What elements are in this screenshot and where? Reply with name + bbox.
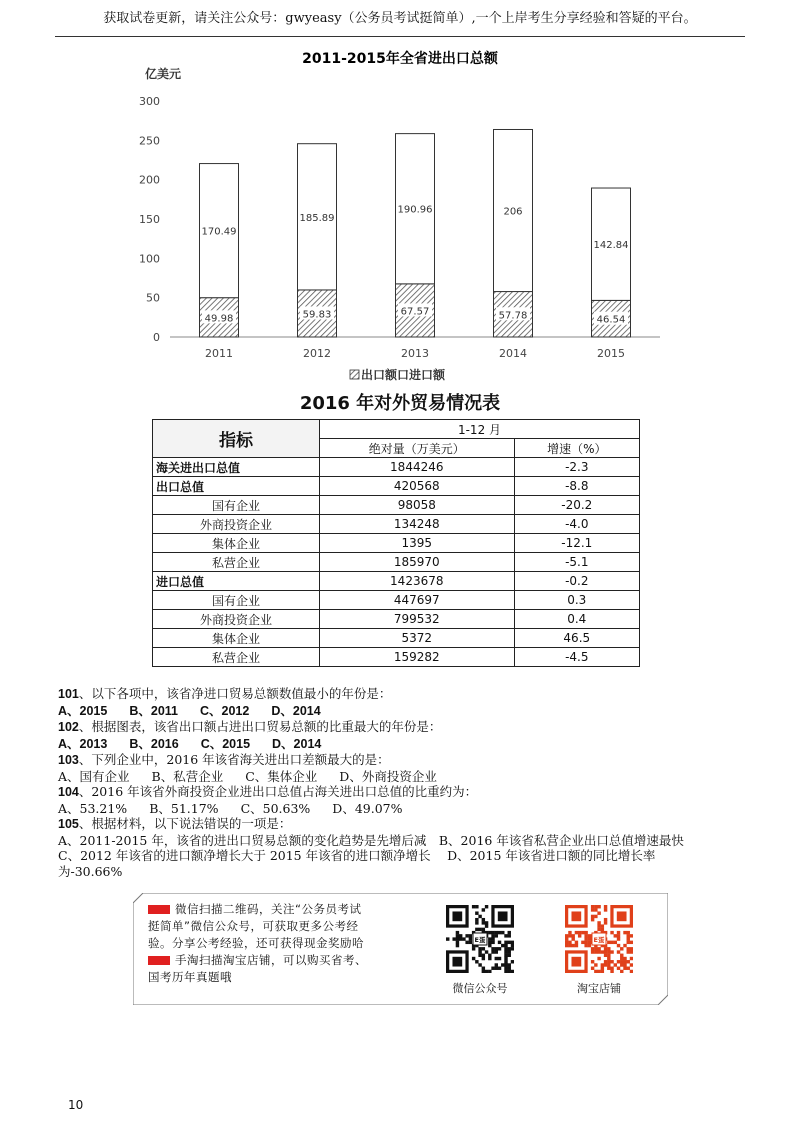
row-absolute-value: 134248 xyxy=(320,515,515,534)
question-number: 102 xyxy=(58,720,79,734)
answer-option[interactable]: B、2011 xyxy=(129,703,178,718)
row-growth-rate: 46.5 xyxy=(514,629,639,648)
chart-title: 2011-2015年全省进出口总额 xyxy=(302,51,498,67)
row-growth-rate: -4.0 xyxy=(514,515,639,534)
answer-option[interactable]: B、51.17% xyxy=(149,800,219,816)
legend-swatch-export xyxy=(350,370,359,379)
row-growth-rate: -4.5 xyxy=(514,648,639,667)
table-row xyxy=(153,591,640,610)
promo-line-1: 微信扫描二维码，关注“公务员考试 xyxy=(148,901,448,918)
x-tick-label: 2013 xyxy=(401,347,429,360)
promo-line-4: 手淘扫描淘宝店铺，可以购买省考、 xyxy=(148,952,448,969)
row-indicator: 集体企业 xyxy=(153,534,320,553)
row-indicator: 出口总值 xyxy=(153,477,320,496)
trade-bar-chart xyxy=(0,40,800,400)
table-row xyxy=(153,648,640,667)
row-indicator: 集体企业 xyxy=(153,629,320,648)
question-101 xyxy=(58,686,758,703)
indicator-header: 指标 xyxy=(153,420,320,458)
answer-option[interactable]: C、50.63% xyxy=(240,800,311,816)
answer-option-line[interactable]: 为-30.66% xyxy=(58,863,123,879)
chart-legend: 出口额口进口额 xyxy=(361,368,446,382)
arrow-icon xyxy=(148,956,170,965)
answer-options xyxy=(58,801,758,817)
answer-option[interactable]: C、2015 xyxy=(200,736,251,751)
export-data-label: 46.54 xyxy=(596,314,626,326)
answer-option[interactable]: A、2015 xyxy=(58,703,108,718)
table-row xyxy=(153,534,640,553)
question-text: 、根据材料，以下说法错误的一项是： xyxy=(78,816,292,831)
row-growth-rate: -5.1 xyxy=(514,553,639,572)
question-number: 105 xyxy=(58,817,79,831)
row-growth-rate: -2.3 xyxy=(514,458,639,477)
question-105 xyxy=(58,816,758,833)
answer-option[interactable]: A、53.21% xyxy=(58,800,128,816)
page-header xyxy=(55,8,745,37)
table-row xyxy=(153,572,640,591)
promo-line-2: 挺简单”微信公众号，可获取更多公考经 xyxy=(148,919,359,933)
table-row xyxy=(153,553,640,572)
answer-option[interactable]: C、2012 xyxy=(200,703,250,718)
period-header: 1-12 月 xyxy=(320,420,640,439)
row-absolute-value: 98058 xyxy=(320,496,515,515)
table-title: 2016 年对外贸易情况表 xyxy=(299,393,501,414)
question-number: 101 xyxy=(58,687,79,701)
trade-table-body xyxy=(153,458,640,667)
row-absolute-value: 5372 xyxy=(320,629,515,648)
arrow-icon xyxy=(148,905,170,914)
question-103 xyxy=(58,752,758,769)
row-indicator: 进口总值 xyxy=(153,572,320,591)
answer-option-line[interactable]: A、2011-2015 年，该省的进出口贸易总额的变化趋势是先增后减 B、2016 年该省私营企业出口总值增速最快 xyxy=(58,832,684,848)
answer-options xyxy=(58,736,758,753)
y-tick-label: 200 xyxy=(139,173,160,187)
answer-option[interactable]: D、49.07% xyxy=(332,800,403,816)
row-indicator: 外商投资企业 xyxy=(153,610,320,629)
import-data-label: 142.84 xyxy=(593,240,629,252)
promo-text xyxy=(148,901,448,986)
wechat-qr-code-icon[interactable] xyxy=(446,905,514,973)
table-row xyxy=(153,515,640,534)
row-indicator: 国有企业 xyxy=(153,496,320,515)
row-absolute-value: 159282 xyxy=(320,648,515,667)
qr-logo-text: E蛋 xyxy=(474,936,486,944)
x-tick-label: 2012 xyxy=(303,347,331,360)
qr-logo-text: E蛋 xyxy=(593,936,605,944)
export-data-label: 59.83 xyxy=(302,309,332,321)
import-data-label: 190.96 xyxy=(397,204,433,216)
y-tick-label: 250 xyxy=(139,134,160,148)
row-growth-rate: -20.2 xyxy=(514,496,639,515)
table-row xyxy=(153,610,640,629)
import-data-label: 206 xyxy=(503,206,523,218)
y-tick-label: 150 xyxy=(139,213,160,226)
taobao-qr-caption: 淘宝店铺 xyxy=(577,982,621,995)
answer-option[interactable]: D、外商投资企业 xyxy=(339,768,437,784)
row-growth-rate: -0.2 xyxy=(514,572,639,591)
x-tick-label: 2014 xyxy=(499,347,527,360)
question-text: 、根据图表，该省出口额占进出口贸易总额的比重最大的年份是： xyxy=(78,719,442,734)
row-growth-rate: 0.4 xyxy=(514,610,639,629)
answer-options xyxy=(58,703,758,720)
row-growth-rate: -8.8 xyxy=(514,477,639,496)
abs-header: 绝对量（万美元） xyxy=(320,439,515,458)
question-number: 104 xyxy=(58,785,79,799)
chart-ylabel: 亿美元 xyxy=(145,67,182,81)
answer-option[interactable]: B、2016 xyxy=(129,736,179,751)
growth-header: 增速（%） xyxy=(514,439,639,458)
y-tick-label: 0 xyxy=(153,331,160,344)
question-text: 、以下各项中，该省净进口贸易总额数值最小的年份是： xyxy=(78,686,392,701)
question-text: 、2016 年该省外商投资企业进出口总值占海关进出口总值的比重约为： xyxy=(78,784,478,799)
promo-line-5: 国考历年真题哦 xyxy=(148,970,232,984)
question-102 xyxy=(58,719,758,736)
promo-line-3: 验。分享公考经验，还可获得现金奖励哈 xyxy=(148,936,364,950)
import-data-label: 170.49 xyxy=(201,226,237,238)
answer-option-line[interactable]: C、2012 年该省的进口额净增长大于 2015 年该省的进口额净增长 D、2015 年该省进口额的同比增长率 xyxy=(58,848,656,863)
export-data-label: 67.57 xyxy=(400,306,430,318)
export-data-label: 49.98 xyxy=(204,313,234,325)
y-tick-label: 50 xyxy=(146,291,160,305)
y-tick-label: 100 xyxy=(139,252,160,266)
y-tick-label: 300 xyxy=(139,95,160,108)
question-number: 103 xyxy=(58,753,79,767)
question-104 xyxy=(58,784,758,801)
answer-options xyxy=(58,769,758,785)
table-row xyxy=(153,458,640,477)
question-section xyxy=(58,686,758,879)
row-growth-rate: 0.3 xyxy=(514,591,639,610)
header-text: 获取试卷更新，请关注公众号：gwyeasy（公务员考试挺简单）,一个上岸考生分享经验和答疑的平台。 xyxy=(103,11,697,26)
export-data-label: 57.78 xyxy=(498,310,528,322)
answer-option[interactable]: D、2014 xyxy=(271,703,321,718)
row-absolute-value: 1844246 xyxy=(320,458,515,477)
wechat-qr-caption: 微信公众号 xyxy=(452,982,508,995)
page-number: 10 xyxy=(68,1098,84,1112)
answer-option[interactable]: D、2014 xyxy=(272,736,322,751)
answer-option[interactable]: C、集体企业 xyxy=(245,768,318,784)
import-data-label: 185.89 xyxy=(299,212,335,224)
table-row xyxy=(153,629,640,648)
row-absolute-value: 1395 xyxy=(320,534,515,553)
table-row xyxy=(153,496,640,515)
question-text: 、下列企业中，2016 年该省海关进出口差额最大的是： xyxy=(78,752,390,767)
row-absolute-value: 420568 xyxy=(320,477,515,496)
row-indicator: 海关进出口总值 xyxy=(153,458,320,477)
row-growth-rate: -12.1 xyxy=(514,534,639,553)
answer-option[interactable]: B、私营企业 xyxy=(151,768,224,784)
row-absolute-value: 185970 xyxy=(320,553,515,572)
row-absolute-value: 799532 xyxy=(320,610,515,629)
row-indicator: 外商投资企业 xyxy=(153,515,320,534)
trade-table xyxy=(152,419,640,667)
chart-svg xyxy=(0,40,800,400)
row-indicator: 国有企业 xyxy=(153,591,320,610)
x-tick-label: 2015 xyxy=(597,347,625,360)
table-row xyxy=(153,477,640,496)
taobao-qr-code-icon[interactable] xyxy=(565,905,633,973)
answer-option[interactable]: A、2013 xyxy=(58,736,108,751)
x-tick-label: 2011 xyxy=(205,347,233,360)
row-absolute-value: 447697 xyxy=(320,591,515,610)
answer-option[interactable]: A、国有企业 xyxy=(58,768,130,784)
row-indicator: 私营企业 xyxy=(153,648,320,667)
row-absolute-value: 1423678 xyxy=(320,572,515,591)
row-indicator: 私营企业 xyxy=(153,553,320,572)
